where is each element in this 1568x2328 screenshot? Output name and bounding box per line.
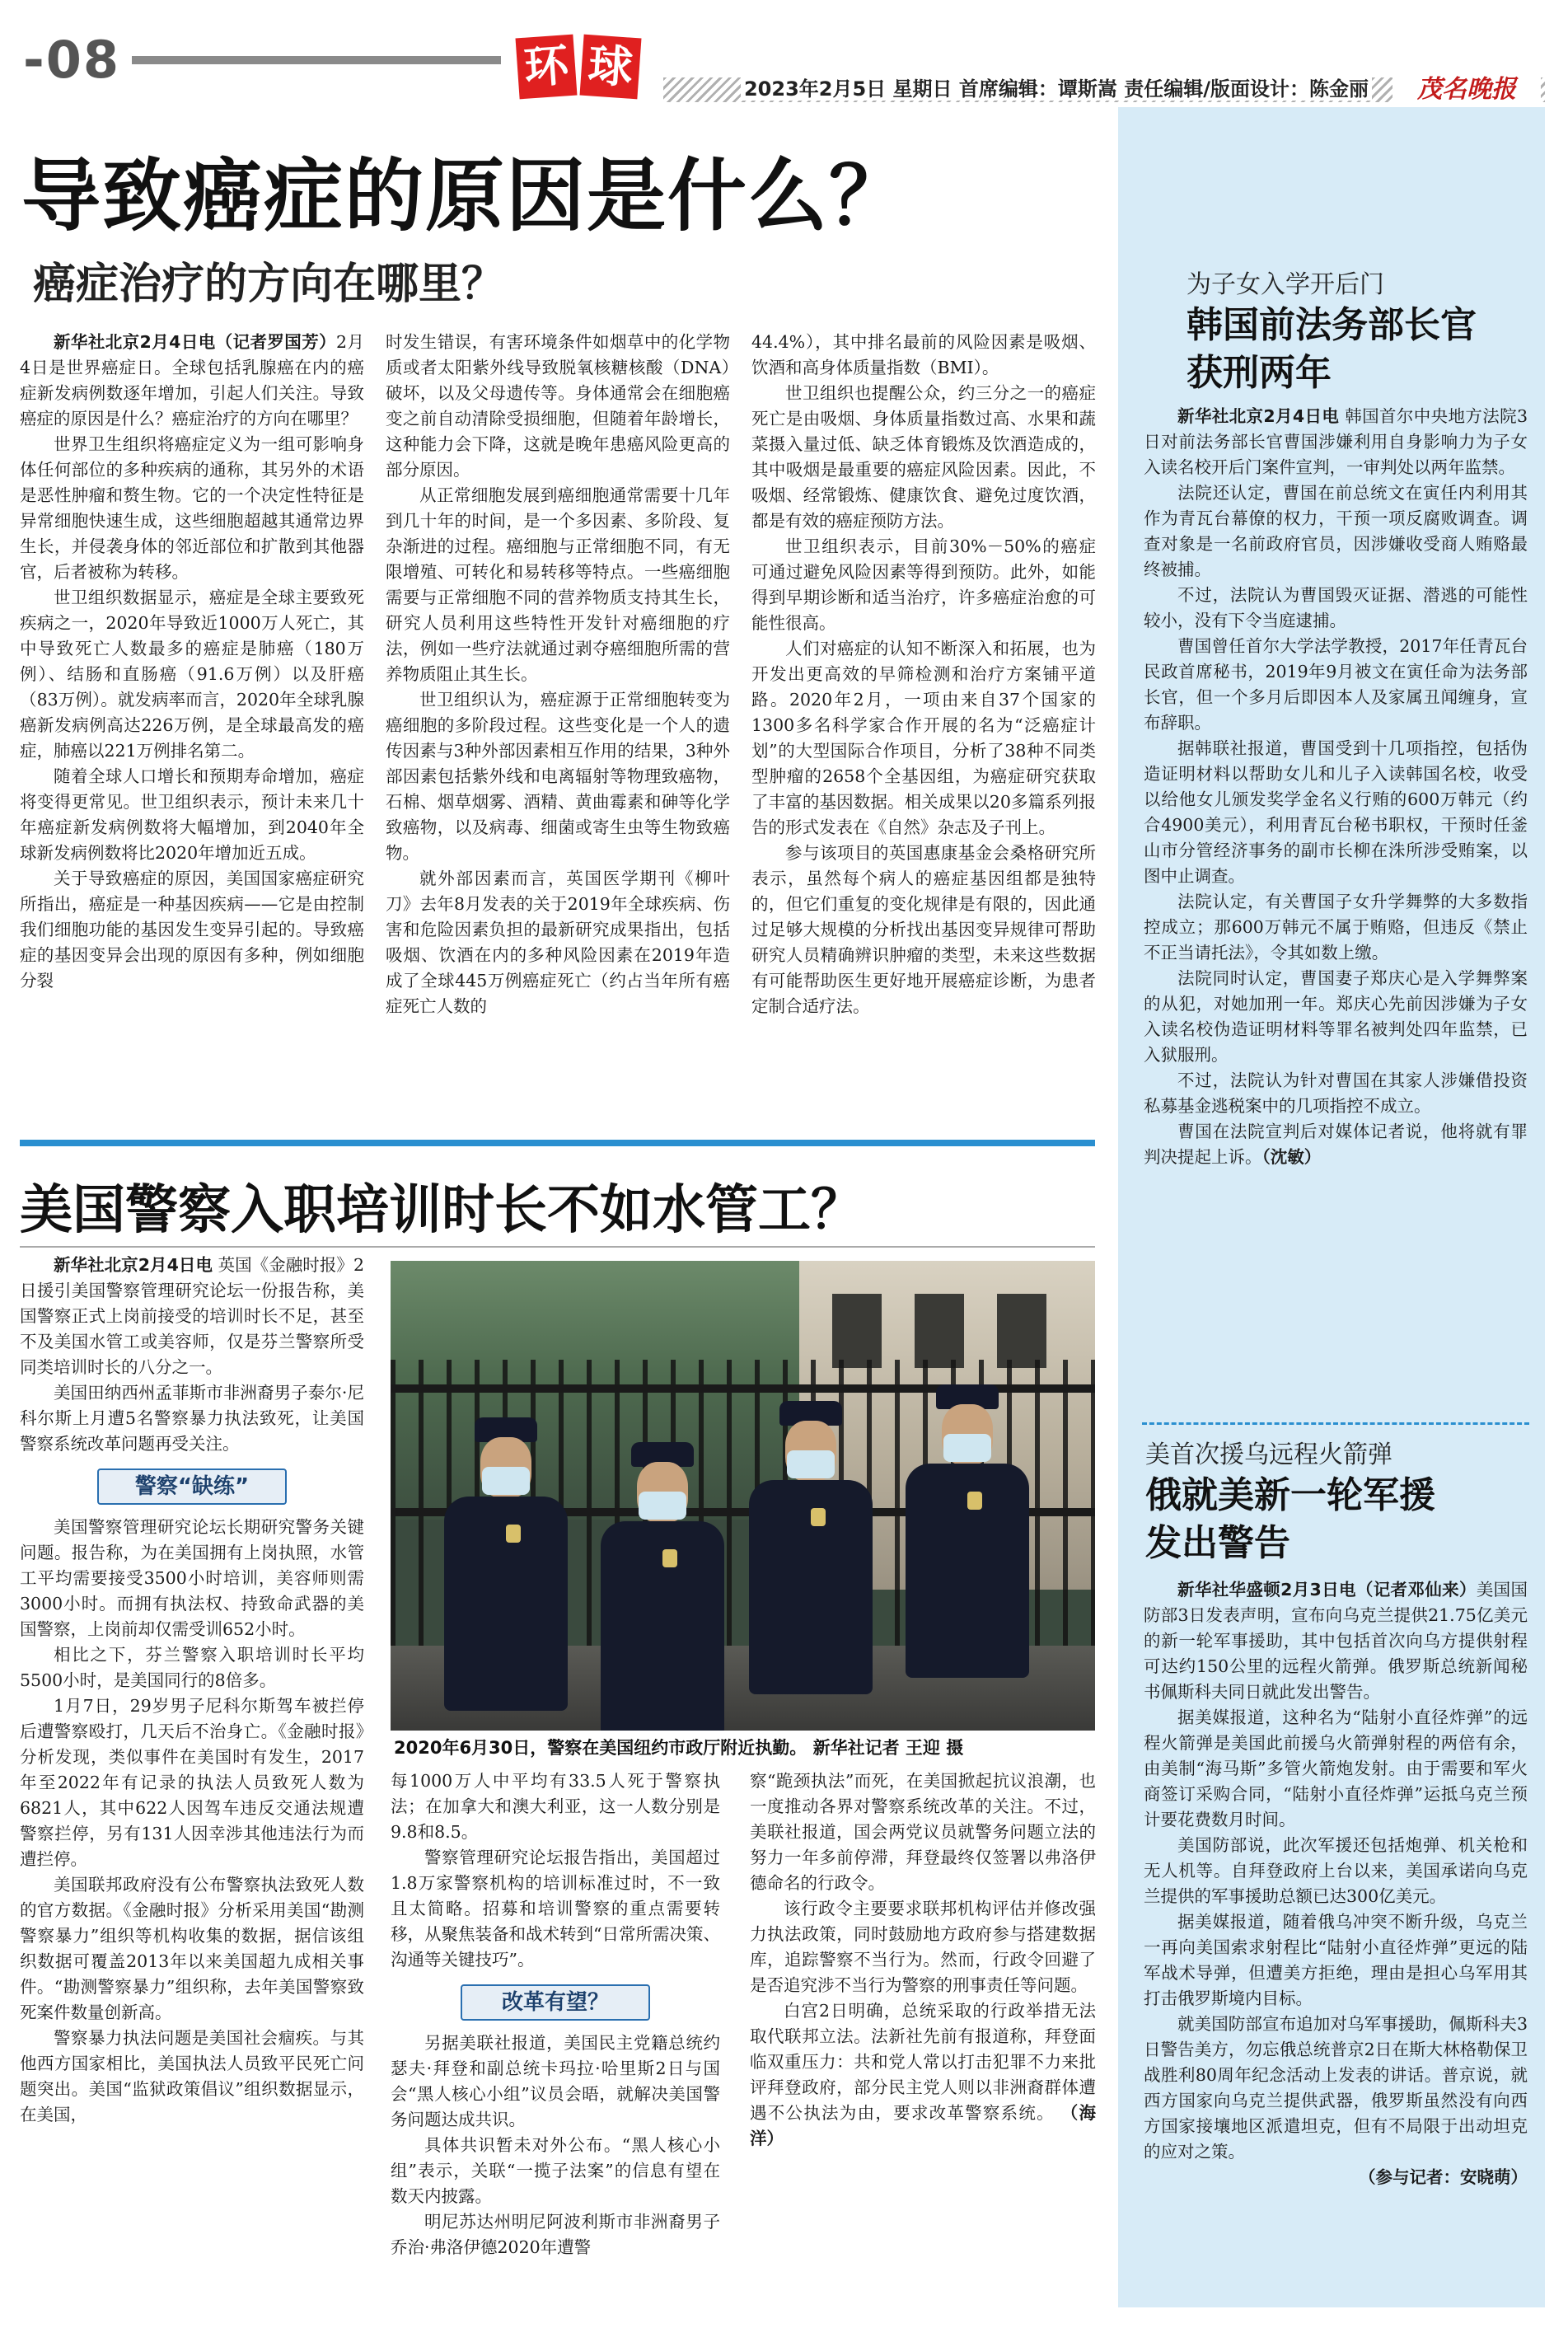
paragraph: 44.4%），其中排名最前的风险因素是吸烟、饮酒和高身体质量指数（BMI）。 [751, 332, 1096, 377]
main-story-column-2 [386, 330, 730, 1121]
section-char-1: 环 [516, 35, 578, 100]
paragraph: 时发生错误，有害环境条件如烟草中的化学物质或者太阳紫外线导致脱氧核糖核酸（DNA）破坏，以及父母遗传等。身体通常会在细胞癌变之前自动清除受损细胞，但随着年龄增长，这种能力会下降，这就是晚年患癌风险更高的部分原因。 [386, 332, 730, 480]
story2-column-2 [391, 1768, 720, 2304]
paragraph: 据美媒报道，这种名为“陆射小直径炸弹”的远程火箭弹是美国此前援乌火箭弹射程的两倍有余，由美制“海马斯”多管火箭炮发射。由于需要和军火商签订采购合同，“陆射小直径炸弹”运抵乌克兰预计要花费数月时间。 [1144, 1707, 1528, 1829]
header-meta [663, 74, 1388, 104]
paragraph: 警察暴力执法问题是美国社会痼疾。与其他西方国家相比，美国执法人员致平民死亡问题突出。美国“监狱政策倡议”组织数据显示，在美国， [20, 2028, 364, 2124]
section-badge [517, 33, 649, 101]
paragraph: 法院认定，有关曹国子女升学舞弊的大多数指控成立；那600万韩元不属于贿赂，但违反《禁止不正当请托法》，令其如数上缴。 [1144, 892, 1528, 963]
subhead: 警察“缺练” [97, 1468, 287, 1505]
story2-column-1 [20, 1253, 364, 2299]
photo-officer [901, 1384, 1033, 1731]
paragraph: 据韩联社报道，曹国受到十几项指控，包括伪造证明材料以帮助女儿和儿子入读韩国名校，收受以给他女儿颁发奖学金名义行贿的600万韩元（约合4900美元），利用青瓦台秘书职权，干预时任釜山市分管经济事务的副市长柳在洙所涉受贿案，以图中止调查。 [1144, 738, 1528, 886]
dateline: 新华社北京2月4日电 [1177, 406, 1340, 426]
paragraph-text: 曹国在法院宣判后对媒体记者说，他将就有罪判决提起上诉。 [1144, 1122, 1528, 1167]
news-photo [391, 1261, 1095, 1731]
paragraph: 就美国防部宣布追加对乌军事援助，佩斯科夫3日警告美方，勿忘俄总统普京2日在斯大林格勒保卫战胜利80周年纪念活动上发表的讲话。普京说，就西方国家向乌克兰提供武器，俄罗斯虽然没有向西方国家接壤地区派遣坦克，但有不局限于出动坦克的应对之策。 [1144, 2014, 1528, 2162]
section-char-2: 球 [580, 35, 642, 100]
paragraph: 美国联邦政府没有公布警察执法致死人数的官方数据。《金融时报》分析采用美国“勘测警察暴力”组织等机构收集的数据，据信该组织数据可覆盖2013年以来美国超九成相关事件。“勘测警察暴力”组织称，去年美国警察致死案件数量创新高。 [20, 1875, 364, 2022]
byline: （海洋） [750, 2103, 1096, 2148]
paragraph: 1月7日，29岁男子尼科尔斯驾车被拦停后遭警察殴打，几天后不治身亡。《金融时报》分析发现，类似事件在美国时有发生，2017年至2022年有记录的执法人员致死人数为6821人，其中622人因驾车违反交通法规遭警察拦停，另有131人因幸涉其他违法行为而遭拦停。 [20, 1696, 364, 1869]
paragraph: 该行政令主要要求联邦机构评估并修改强力执法政策，同时鼓励地方政府参与搭建数据库，追踪警察不当行为。然而，行政令回避了是否追究涉不当行为警察的刑事责任等问题。 [750, 1899, 1096, 1995]
sidebar-a-title-line1: 韩国前法务部长官 [1187, 304, 1477, 346]
main-story-column-3 [751, 330, 1096, 1121]
paragraph: 曹国曾任首尔大学法学教授，2017年任青瓦台民政首席秘书，2019年9月被文在寅任命为法务部长官，但一个多月后即因本人及家属丑闻缠身，宣布辞职。 [1144, 636, 1528, 733]
sidebar-a-title-line2: 获刑两年 [1187, 352, 1332, 394]
paper-logo: 茂名晚报 [1392, 73, 1541, 107]
paragraph: 另据美联社报道，美国民主党籍总统约瑟夫·拜登和副总统卡玛拉·哈里斯2日与国会“黑人核心小组”议员会晤，就解决美国警务问题达成共识。 [391, 2033, 720, 2129]
main-headline: 导致癌症的原因是什么？ [21, 150, 910, 242]
sidebar-b-kicker: 美首次援乌远程火箭弹 [1145, 1440, 1392, 1469]
paragraph: 世界卫生组织将癌症定义为一组可影响身体任何部位的多种疾病的通称，其另外的术语是恶性肿瘤和赘生物。它的一个决定性特征是异常细胞快速生成，这些细胞超越其通常边界生长，并侵袭身体的邻近部位和扩散到其他器官，后者被称为转移。 [20, 434, 364, 582]
header-meta-text: 2023年2月5日 星期日 首席编辑：谭斯嵩 责任编辑/版面设计：陈金丽 [741, 77, 1372, 101]
paragraph: 法院还认定，曹国在前总统文在寅任内利用其作为青瓦台幕僚的权力，干预一项反腐败调查。调查对象是一名前政府官员，因涉嫌收受商人贿赂最终被捕。 [1144, 483, 1528, 579]
photo-officer [745, 1401, 877, 1731]
paragraph: 据美媒报道，随着俄乌冲突不断升级，乌克兰一再向美国索求射程比“陆射小直径炸弹”更远的陆军战术导弹，但遭美方拒绝，理由是担心乌军用其打击俄罗斯境内目标。 [1144, 1912, 1528, 2008]
section-divider [20, 1140, 1095, 1146]
paragraph: 美国防部说，此次军援还包括炮弹、机关枪和无人机等。自拜登政府上台以来，美国承诺向乌克兰提供的军事援助总额已达300亿美元。 [1144, 1835, 1528, 1906]
paragraph-text: 白宫2日明确，总统采取的行政举措无法取代联邦立法。法新社先前有报道称，拜登面临双重压力：共和党人常以打击犯罪不力来批评拜登政府，部分民主党人则以非洲裔群体遭遇不公执法为由，要求改革警察系统。 [750, 2001, 1096, 2123]
photo-officer [597, 1442, 728, 1731]
photo-caption: 2020年6月30日，警察在美国纽约市政厅附近执勤。 新华社记者 王迎 摄 [394, 1738, 964, 1758]
paragraph: 警察管理研究论坛报告指出，美国超过1.8万家警察机构的培训标准过时，不一致且太简略。招募和培训警察的重点需要转移，从聚焦装备和战术转到“日常所需决策、沟通等关键技巧”。 [391, 1848, 720, 1970]
main-story-column-1 [20, 330, 364, 1121]
dateline: 新华社华盛顿2月3日电（记者邓仙来） [1177, 1580, 1477, 1600]
story2-headline: 美国警察入职培训时长不如水管工？ [20, 1180, 864, 1241]
paragraph [750, 1998, 1096, 2152]
header-rule [132, 56, 501, 64]
dateline: 新华社北京2月4日电（记者罗国芳） [54, 332, 337, 352]
story2-column-3 [750, 1768, 1096, 2304]
paragraph: 随着全球人口增长和预期寿命增加，癌症将变得更常见。世卫组织表示，预计未来几十年癌症新发病例数将大幅增加，到2040年全球新发病例数将比2020年增加近五成。 [20, 766, 364, 863]
sidebar-b-body [1144, 1577, 1528, 2302]
sidebar-divider [1142, 1422, 1529, 1425]
paragraph: 相比之下，芬兰警察入职培训时长平均5500小时，是美国同行的8倍多。 [20, 1645, 364, 1690]
paragraph: 参与该项目的英国惠康基金会桑格研究所表示，虽然每个病人的癌症基因组都是独特的，但它们重复的变化规律是有限的，因此通过足够大规模的分析找出基因变异规律可帮助研究人员精确辨识肿瘤的类型，未来这些数据有可能帮助医生更好地开展癌症诊断，为患者定制合适疗法。 [751, 843, 1096, 1016]
byline: （沈敏） [1261, 1147, 1322, 1167]
sidebar-b-title-line2: 发出警告 [1145, 1522, 1290, 1564]
paragraph: 韩国首尔中央地方法院3日对前法务部长官曹国涉嫌利用自身影响力为子女入读名校开后门案件宣判，一审判处以两年监禁。 [1144, 406, 1528, 477]
paragraph: 不过，法院认为针对曹国在其家人涉嫌借投资私募基金逃税案中的几项指控不成立。 [1144, 1070, 1528, 1116]
paragraph: 美国田纳西州孟菲斯市非洲裔男子泰尔·尼科尔斯上月遭5名警察暴力执法致死，让美国警察系统改革问题再受关注。 [20, 1383, 364, 1454]
paragraph: 具体共识暂未对外公布。“黑人核心小组”表示，关联“一揽子法案”的信息有望在数天内披露。 [391, 2135, 720, 2206]
story2-rule [20, 1246, 1095, 1248]
paragraph: 世卫组织表示，目前30%－50%的癌症可通过避免风险因素等得到预防。此外，如能得到早期诊断和适当治疗，许多癌症治愈的可能性很高。 [751, 536, 1096, 633]
sidebar-b-title-line1: 俄就美新一轮军援 [1145, 1474, 1435, 1516]
paragraph: 世卫组织认为，癌症源于正常细胞转变为癌细胞的多阶段过程。这些变化是一个人的遗传因素与3种外部因素相互作用的结果，3种外部因素包括紫外线和电离辐射等物理致癌物，石棉、烟草烟雾、酒精、黄曲霉素和砷等化学致癌物，以及病毒、细菌或寄生虫等生物致癌物。 [386, 690, 730, 863]
dateline: 新华社北京2月4日电 [54, 1255, 213, 1275]
page-number: -08 [23, 30, 121, 90]
photo-officer [440, 1417, 572, 1731]
paragraph: 从正常细胞发展到癌细胞通常需要十几年到几十年的时间，是一个多因素、多阶段、复杂渐进的过程。癌细胞与正常细胞不同，有无限增殖、可转化和易转移等特点。一些癌细胞需要与正常细胞不同的营养物质支持其生长，研究人员利用这些特性开发针对癌细胞的疗法，例如一些疗法就通过剥夺癌细胞所需的营养物质阻止其生长。 [386, 485, 730, 684]
subhead: 改革有望？ [461, 1984, 650, 2021]
sidebar-a-kicker: 为子女入学开后门 [1187, 270, 1384, 299]
paragraph: 英国《金融时报》2日援引美国警察管理研究论坛一份报告称，美国警察正式上岗前接受的培训时长不足，甚至不及美国水管工或美容师，仅是芬兰警察所受同类培训时长的八分之一。 [20, 1255, 364, 1377]
paragraph: 察“跪颈执法”而死，在美国掀起抗议浪潮，也一度推动各界对警察系统改革的关注。不过，美联社报道，国会两党议员就警务问题立法的努力一年多前停滞，拜登最终仅签署以弗洛伊德命名的行政令。 [750, 1771, 1096, 1893]
paragraph: 人们对癌症的认知不断深入和拓展，也为开发出更高效的早筛检测和治疗方案铺平道路。2020年2月，一项由来自37个国家的1300多名科学家合作开展的名为“泛癌症计划”的大型国际合作项目，分析了38种不同类型肿瘤的2658个全基因组，为癌症研究获取了丰富的基因数据。相关成果以20多篇系列报告的形式发表在《自然》杂志及子刊上。 [751, 639, 1096, 837]
paragraph: 不过，法院认为曹国毁灭证据、潜逃的可能性较小，没有下令当庭逮捕。 [1144, 585, 1528, 630]
paragraph: 每1000万人中平均有33.5人死于警察执法；在加拿大和澳大利亚，这一人数分别是9.8和8.5。 [391, 1771, 720, 1842]
paragraph: 就外部因素而言，英国医学期刊《柳叶刀》去年8月发表的关于2019年全球疾病、伤害和危险因素负担的最新研究成果指出，包括吸烟、饮酒在内的多种风险因素在2019年造成了全球445万例癌症死亡（约占当年所有癌症死亡人数的 [386, 869, 730, 1016]
paragraph [1144, 1119, 1528, 1170]
main-subheadline: 癌症治疗的方向在哪里？ [33, 260, 505, 309]
paragraph: 美国国防部3日发表声明，宣布向乌克兰提供21.75亿美元的新一轮军事援助，其中包括首次向乌方提供射程可达约150公里的远程火箭弹。俄罗斯总统新闻秘书佩斯科夫同日就此发出警告。 [1144, 1580, 1528, 1702]
sidebar-a-body [1144, 404, 1528, 1401]
paragraph: 美国警察管理研究论坛长期研究警务关键问题。报告称，为在美国拥有上岗执照，水管工平均需要接受3500小时培训，美容师则需3000小时。而拥有执法权、持致命武器的美国警察，上岗前却仅需受训652小时。 [20, 1517, 364, 1639]
paragraph: 关于导致癌症的原因，美国国家癌症研究所指出，癌症是一种基因疾病——它是由控制我们细胞功能的基因发生变异引起的。导致癌症的基因变异会出现的原因有多种，例如细胞分裂 [20, 869, 364, 991]
paragraph: 法院同时认定，曹国妻子郑庆心是入学舞弊案的从犯，对她加刑一年。郑庆心先前因涉嫌为子女入读名校伪造证明材料等罪名被判处四年监禁，已入狱服刑。 [1144, 968, 1528, 1065]
paragraph: 2月4日是世界癌症日。全球包括乳腺癌在内的癌症新发病例数逐年增加，引起人们关注。导致癌症的原因是什么？癌症治疗的方向在哪里？ [20, 332, 364, 429]
paragraph: 世卫组织也提醒公众，约三分之一的癌症死亡是由吸烟、身体质量指数过高、水果和蔬菜摄入量过低、缺乏体育锻炼及饮酒造成的，其中吸烟是最重要的癌症风险因素。因此，不吸烟、经常锻炼、健康饮食、避免过度饮酒，都是有效的癌症预防方法。 [751, 383, 1096, 531]
paragraph: 世卫组织数据显示，癌症是全球主要致死疾病之一，2020年导致近1000万人死亡，其中导致死亡人数最多的癌症是肺癌（180万例）、结肠和直肠癌（91.6万例）以及肝癌（83万例）。就发病率而言，2020年全球乳腺癌新发病例高达226万例，是全球最高发的癌症，肺癌以221万例排名第二。 [20, 588, 364, 761]
byline: （参与记者：安晓萌） [1359, 2167, 1528, 2187]
paragraph: 明尼苏达州明尼阿波利斯市非洲裔男子乔治·弗洛伊德2020年遭警 [391, 2212, 720, 2257]
